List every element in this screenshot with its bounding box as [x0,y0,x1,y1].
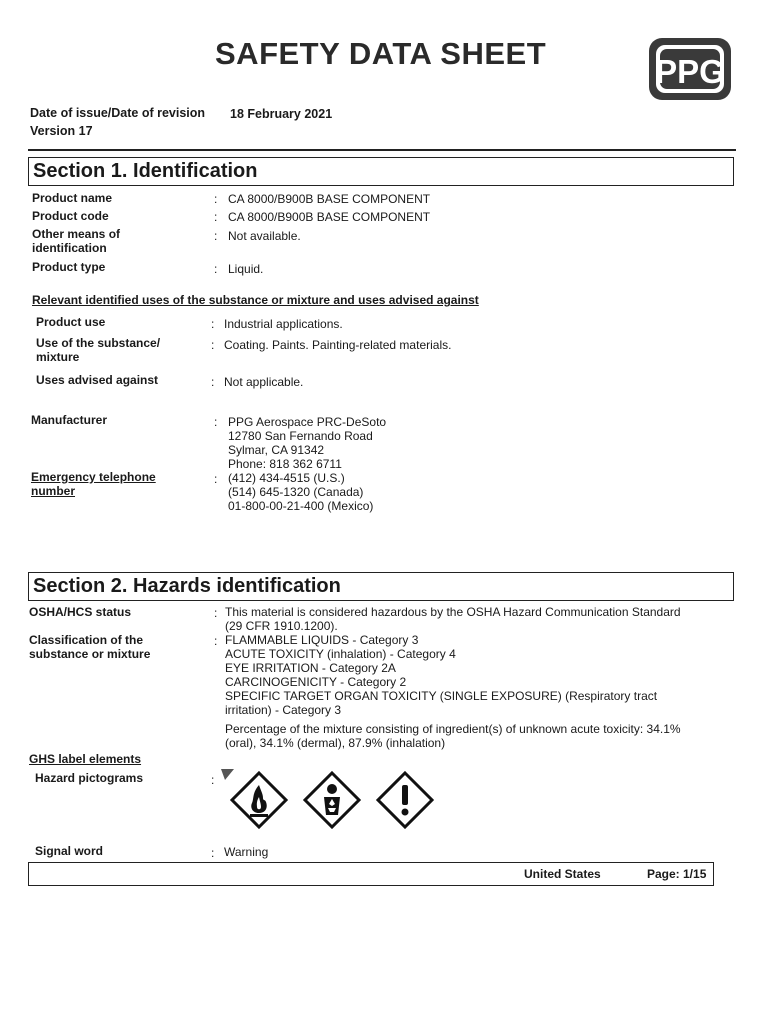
logo-text: PPG [655,53,725,90]
classification-label: Classification of the substance or mixture [29,633,151,661]
version: Version 17 [30,124,93,138]
uses-heading: Relevant identified uses of the substance or mixture and uses advised against [32,293,479,307]
unknown-toxicity-note: Percentage of the mixture consisting of ingredient(s) of unknown acute toxicity: 34.1% (oral), 34.1% (dermal), 87.9% (inhalation) [225,722,681,750]
section2-header [28,572,734,601]
use-of-substance-value: Coating. Paints. Painting-related materials. [224,338,452,352]
product-use-label: Product use [36,315,106,329]
page-footer [28,862,714,886]
ppg-logo [648,37,732,101]
signal-word-value: Warning [224,845,269,859]
date-value: 18 February 2021 [230,107,333,121]
document-title: SAFETY DATA SHEET [215,36,547,71]
other-means-value: Not available. [228,229,301,243]
emergency-label: Emergency telephone number [31,470,156,498]
product-type-value: Liquid. [228,262,264,276]
product-use-value: Industrial applications. [224,317,343,331]
product-name-value: CA 8000/B900B BASE COMPONENT [228,192,431,206]
section2-title: Section 2. Hazards identification [33,575,341,597]
footer-country: United States [524,867,601,881]
signal-word-label: Signal word [35,844,104,858]
section1-header [28,157,734,186]
product-code-label: Product code [32,209,109,223]
uses-advised-against-label: Uses advised against [36,373,159,387]
pictograms-label: Hazard pictograms [35,771,144,785]
flame-icon [230,771,288,829]
osha-status-value: This material is considered hazardous by the OSHA Hazard Communication Standard (29 CFR 1910.1200). [225,605,681,633]
emergency-numbers: (412) 434-4515 (U.S.) (514) 645-1320 (Canada) 01-800-00-21-400 (Mexico) [228,471,374,513]
header-divider [28,149,736,151]
ghs-heading: GHS label elements [29,752,142,766]
other-means-label: Other means of identification [32,227,121,255]
footer-page: Page: 1/15 [647,867,707,881]
manufacturer-address: PPG Aerospace PRC-DeSoto 12780 San Fernando Road Sylmar, CA 91342 Phone: 818 362 6711 [228,415,387,471]
uses-advised-against-value: Not applicable. [224,375,304,389]
osha-status-label: OSHA/HCS status [29,605,132,619]
product-name-label: Product name [32,191,113,205]
product-type-label: Product type [32,260,106,274]
section1-title: Section 1. Identification [33,160,258,182]
classification-list: FLAMMABLE LIQUIDS - Category 3 ACUTE TOXICITY (inhalation) - Category 4 EYE IRRITATION - Category 2A CARCINOGENICITY - Category 2 SPECIFIC TARGET ORGAN TOXICITY (SINGLE EXPOSURE) (Respiratory tract irritation) - Category 3 [225,633,658,717]
date-label: Date of issue/Date of revision [30,106,206,120]
health-hazard-icon [303,771,361,829]
product-code-value: CA 8000/B900B BASE COMPONENT [228,210,431,224]
exclamation-icon [376,771,434,829]
manufacturer-label: Manufacturer [31,413,108,427]
use-of-substance-label: Use of the substance/ mixture [36,336,161,364]
